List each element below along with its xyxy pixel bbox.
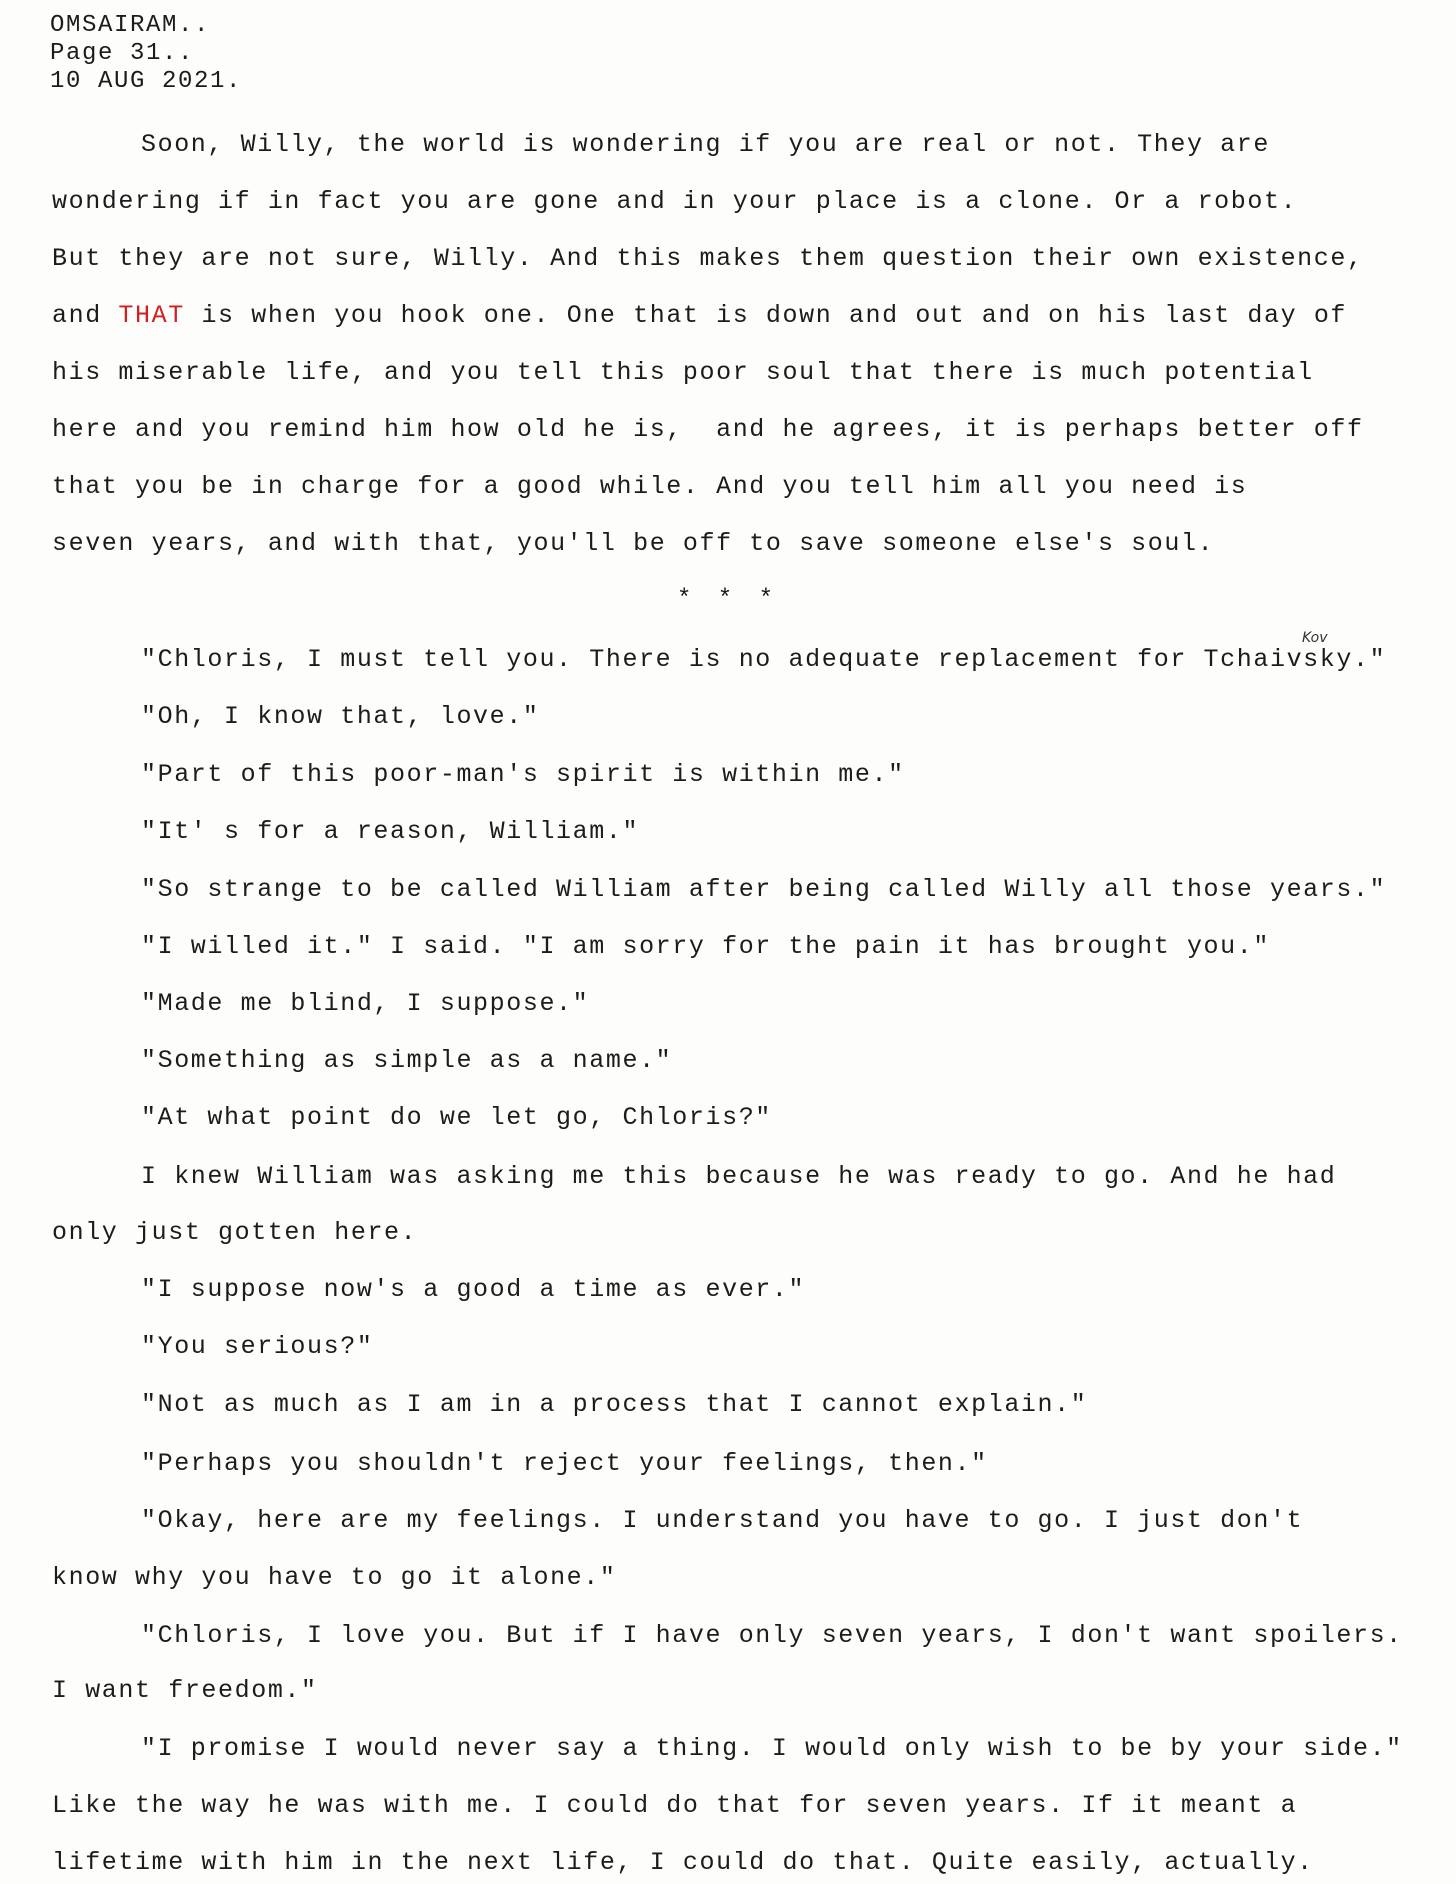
dialogue-line: "I willed it." I said. "I am sorry for the pain it has brought you." [141,932,1270,961]
header-title: OMSAIRAM.. [50,12,211,39]
header-date: 10 AUG 2021. [50,68,243,95]
dialogue-line: "Chloris, I love you. But if I have only seven years, I don't want spoilers. [141,1621,1403,1650]
dialogue-line: "Okay, here are my feelings. I understand you have to go. I just don't [141,1506,1304,1535]
narration-line: I knew William was asking me this because he was ready to go. And he had [141,1162,1337,1191]
paragraph-line-with-highlight [52,301,1347,331]
section-separator: * * * [676,586,779,613]
paragraph-line: seven years, and with that, you'll be off to save someone else's soul. [52,529,1215,558]
highlighted-word: THAT [118,301,185,330]
narration-line: Like the way he was with me. I could do that for seven years. If it meant a [52,1791,1298,1820]
dialogue-line: "So strange to be called William after being called Willy all those years." [141,875,1387,904]
paragraph-line: here and you remind him how old he is, and he agrees, it is perhaps better off [52,415,1364,444]
paragraph-line: Soon, Willy, the world is wondering if you are real or not. They are [141,130,1270,159]
dialogue-line: "Not as much as I am in a process that I cannot explain." [141,1390,1088,1419]
dialogue-line: "Something as simple as a name." [141,1046,673,1075]
narration-line: only just gotten here. [52,1218,418,1247]
paragraph-line: wondering if in fact you are gone and in your place is a clone. Or a robot. [52,187,1298,216]
paragraph-line: But they are not sure, Willy. And this makes them question their own existence, [52,244,1364,273]
dialogue-line: "Chloris, I must tell you. There is no adequate replacement for Tchaivsky." [141,645,1387,674]
line-prefix: and [52,301,119,330]
line-rest: is when you hook one. One that is down and out and on his last day of [201,301,1348,330]
dialogue-line: "It' s for a reason, William." [141,817,640,846]
paragraph-line: that you be in charge for a good while. And you tell him all you need is [52,472,1248,501]
dialogue-line: I want freedom." [52,1676,318,1705]
dialogue-line: "Made me blind, I suppose." [141,989,590,1018]
dialogue-line: "You serious?" [141,1332,374,1361]
dialogue-line: "I suppose now's a good a time as ever." [141,1275,806,1304]
dialogue-line: "Oh, I know that, love." [141,702,540,731]
dialogue-line: know why you have to go it alone." [52,1563,617,1592]
dialogue-line: "I promise I would never say a thing. I would only wish to be by your side." [141,1734,1403,1763]
paragraph-line: his miserable life, and you tell this poor soul that there is much potential [52,358,1314,387]
narration-line: lifetime with him in the next life, I could do that. Quite easily, actually. [52,1848,1314,1877]
header-page-number: Page 31.. [50,40,195,67]
dialogue-line: "Perhaps you shouldn't reject your feelings, then." [141,1449,988,1478]
dialogue-line: "At what point do we let go, Chloris?" [141,1103,772,1132]
dialogue-line: "Part of this poor-man's spirit is within me." [141,760,905,789]
handwritten-annotation: Kov [1302,630,1328,646]
